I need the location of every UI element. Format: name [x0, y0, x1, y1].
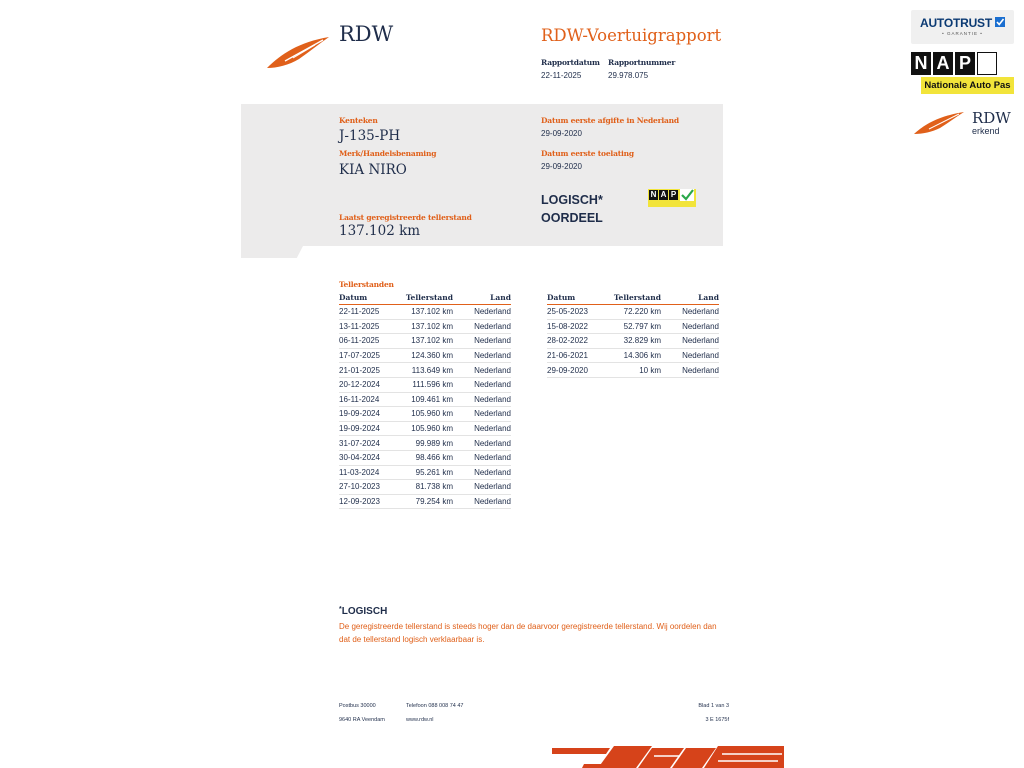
footnote-line2: dat de tellerstand logisch verklaarbaar is. — [339, 635, 485, 644]
table-row — [339, 465, 511, 480]
table-header-row — [547, 292, 719, 305]
report-title: RDW-Voertuigrapport — [541, 26, 722, 45]
table-header-row — [339, 292, 511, 305]
nap-badge — [911, 52, 1014, 94]
first-admission-label: Datum eerste toelating — [541, 149, 634, 158]
panel-tail-decoration — [241, 246, 303, 258]
cell-reading: 137.102 km — [395, 334, 453, 349]
cell-country: Nederland — [453, 363, 511, 378]
col-reading-header: Tellerstand — [603, 292, 661, 305]
cell-country: Nederland — [453, 377, 511, 392]
col-country-header: Land — [661, 292, 719, 305]
cell-date: 27-10-2023 — [339, 480, 395, 495]
checkmark-icon — [680, 189, 694, 201]
cell-date: 15-08-2022 — [547, 319, 603, 334]
footnote-line1: De geregistreerde tellerstand is steeds hoger dan de daarvoor geregistreerde tellerstand. Wij oordelen dan — [339, 622, 717, 631]
nap-badge-text: Nationale Auto Pas — [921, 77, 1014, 94]
cell-reading: 79.254 km — [395, 494, 453, 509]
cell-date: 28-02-2022 — [547, 334, 603, 349]
cell-country: Nederland — [453, 480, 511, 495]
first-admission-value: 29-09-2020 — [541, 162, 582, 171]
cell-date: 21-06-2021 — [547, 348, 603, 363]
cell-reading: 98.466 km — [395, 450, 453, 465]
cell-reading: 52.797 km — [603, 319, 661, 334]
nap-blank-square — [977, 52, 997, 75]
cell-reading: 124.360 km — [395, 348, 453, 363]
col-reading-header: Tellerstand — [395, 292, 453, 305]
nap-letter-n: N — [650, 190, 657, 199]
cell-country: Nederland — [453, 334, 511, 349]
cell-reading: 137.102 km — [395, 319, 453, 334]
rdw-badge-subtitle: erkend — [972, 126, 1000, 136]
table-row — [339, 377, 511, 392]
cell-reading: 113.649 km — [395, 363, 453, 378]
cell-reading: 137.102 km — [395, 305, 453, 320]
readings-table-left — [339, 292, 511, 509]
cell-date: 31-07-2024 — [339, 436, 395, 451]
judgement-line1: LOGISCH* — [541, 193, 603, 207]
cell-country: Nederland — [661, 363, 719, 378]
cell-reading: 10 km — [603, 363, 661, 378]
table-row — [339, 348, 511, 363]
last-odometer-value: 137.102 km — [339, 223, 421, 239]
cell-country: Nederland — [661, 319, 719, 334]
autotrust-subtitle: • GARANTIE • — [942, 31, 983, 36]
cell-country: Nederland — [661, 305, 719, 320]
decorative-stripes-graphic — [552, 742, 784, 768]
cell-date: 16-11-2024 — [339, 392, 395, 407]
cell-country: Nederland — [661, 334, 719, 349]
cell-reading: 14.306 km — [603, 348, 661, 363]
brand-label: Merk/Handelsbenaming — [339, 149, 437, 158]
nap-letter-p: P — [670, 190, 677, 199]
cell-country: Nederland — [453, 465, 511, 480]
cell-date: 11-03-2024 — [339, 465, 395, 480]
footnote-marker: * — [339, 606, 342, 613]
nap-badge-letter-a: A — [933, 52, 953, 75]
footer-address1: Postbus 30000 — [339, 703, 376, 709]
cell-country: Nederland — [453, 450, 511, 465]
nap-letters — [911, 52, 997, 75]
plate-value: J-135-PH — [339, 128, 401, 144]
rdw-badge-logo-icon — [913, 110, 965, 136]
table-row — [339, 480, 511, 495]
cell-country: Nederland — [453, 436, 511, 451]
col-country-header: Land — [453, 292, 511, 305]
cell-date: 20-12-2024 — [339, 377, 395, 392]
cell-country: Nederland — [453, 319, 511, 334]
cell-country: Nederland — [453, 305, 511, 320]
vehicle-info-panel — [241, 104, 723, 246]
cell-country: Nederland — [453, 392, 511, 407]
table-row — [339, 494, 511, 509]
report-number: 29.978.075 — [608, 71, 649, 80]
table-row — [339, 334, 511, 349]
judgement-line2: OORDEEL — [541, 211, 603, 225]
autotrust-badge — [911, 10, 1014, 44]
table-row — [547, 319, 719, 334]
table-row — [339, 421, 511, 436]
first-issue-nl-label: Datum eerste afgifte in Nederland — [541, 116, 679, 125]
first-issue-nl-value: 29-09-2020 — [541, 129, 582, 138]
footer-website[interactable]: www.rdw.nl — [406, 717, 434, 723]
table-row — [339, 450, 511, 465]
cell-reading: 72.220 km — [603, 305, 661, 320]
footer-address2: 9640 RA Veendam — [339, 717, 385, 723]
cell-country: Nederland — [453, 494, 511, 509]
footer-page-number: Blad 1 van 3 — [698, 703, 729, 709]
cell-date: 21-01-2025 — [339, 363, 395, 378]
rdw-logo-icon — [265, 34, 331, 70]
footnote-title — [339, 606, 387, 617]
cell-reading: 111.596 km — [395, 377, 453, 392]
cell-date: 12-09-2023 — [339, 494, 395, 509]
table-row — [547, 334, 719, 349]
table-row — [547, 305, 719, 320]
col-date-header: Datum — [547, 292, 603, 305]
footer-code: 3 E 1675f — [705, 717, 729, 723]
cell-date: 19-09-2024 — [339, 421, 395, 436]
cell-date: 06-11-2025 — [339, 334, 395, 349]
nap-badge-letter-n: N — [911, 52, 931, 75]
footnote-title-text: LOGISCH — [341, 606, 388, 617]
table-row — [339, 319, 511, 334]
cell-reading: 32.829 km — [603, 334, 661, 349]
cell-date: 25-05-2023 — [547, 305, 603, 320]
table-row — [339, 392, 511, 407]
table-row — [339, 436, 511, 451]
autotrust-check-icon — [995, 17, 1005, 27]
table-row — [547, 348, 719, 363]
nap-badge-letter-p: P — [955, 52, 975, 75]
table-row — [547, 363, 719, 378]
cell-country: Nederland — [453, 348, 511, 363]
plate-label: Kenteken — [339, 116, 378, 125]
report-date: 22-11-2025 — [541, 71, 582, 80]
cell-reading: 81.738 km — [395, 480, 453, 495]
cell-country: Nederland — [661, 348, 719, 363]
cell-reading: 105.960 km — [395, 421, 453, 436]
readings-section-title: Tellerstanden — [339, 280, 394, 289]
cell-reading: 105.960 km — [395, 407, 453, 422]
table-row — [339, 363, 511, 378]
cell-date: 13-11-2025 — [339, 319, 395, 334]
cell-reading: 95.261 km — [395, 465, 453, 480]
nap-check-logo — [648, 189, 696, 207]
cell-date: 29-09-2020 — [547, 363, 603, 378]
autotrust-name: AUTOTRUST — [920, 16, 992, 30]
footer-phone: Telefoon 088 008 74 47 — [406, 703, 464, 709]
cell-date: 17-07-2025 — [339, 348, 395, 363]
cell-date: 19-09-2024 — [339, 407, 395, 422]
cell-reading: 109.461 km — [395, 392, 453, 407]
autotrust-logo-text — [920, 16, 992, 30]
report-number-label: Rapportnummer — [608, 58, 676, 67]
judgement-text — [541, 191, 603, 227]
cell-country: Nederland — [453, 421, 511, 436]
table-row — [339, 407, 511, 422]
rdw-badge-name: RDW — [972, 109, 1011, 127]
nap-letter-a: A — [660, 190, 667, 199]
cell-date: 30-04-2024 — [339, 450, 395, 465]
report-date-label: Rapportdatum — [541, 58, 600, 67]
brand-value: KIA NIRO — [339, 162, 407, 178]
readings-table-right — [547, 292, 719, 378]
org-name: RDW — [339, 22, 394, 46]
col-date-header: Datum — [339, 292, 395, 305]
last-odometer-label: Laatst geregistreerde tellerstand — [339, 213, 472, 222]
cell-country: Nederland — [453, 407, 511, 422]
cell-reading: 99.989 km — [395, 436, 453, 451]
table-row — [339, 305, 511, 320]
cell-date: 22-11-2025 — [339, 305, 395, 320]
